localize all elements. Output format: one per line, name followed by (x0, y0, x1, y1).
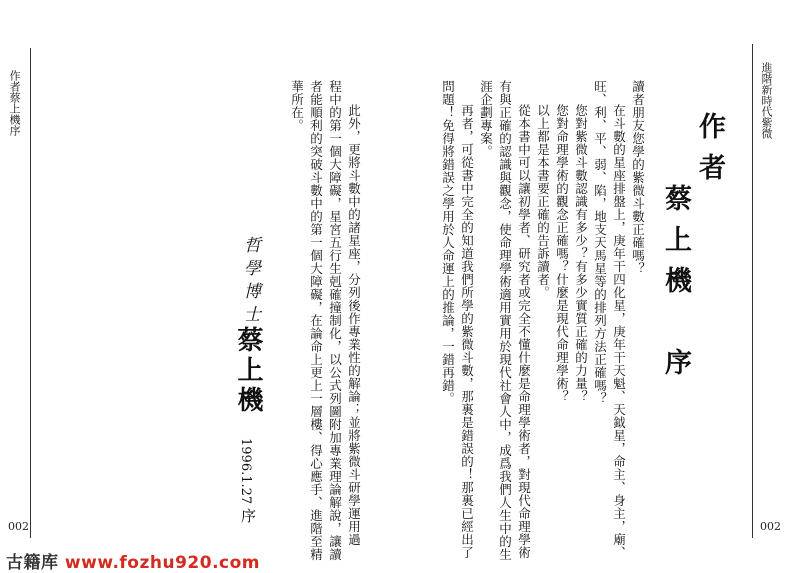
signature-suffix: 序 (239, 508, 257, 523)
body-column-10: 再者，可從書中完全的知道我們所學的紫微斗數，那裏是錯誤的！那裏已經出了 (459, 104, 475, 559)
body-column-12: 此外，更將斗數中的諸星座，分列後作專業性的解論；並將紫微斗研學運用過 (346, 104, 362, 546)
title-line-1: 作者 (694, 112, 725, 194)
site-watermark-url: www.fozhu920.com (64, 553, 260, 573)
right-running-header: 進階新時代紫微 (760, 62, 773, 139)
body-column-9: 涯企劃專案。 (478, 80, 494, 158)
body-column-8: 有與正確的認識與觀念，使命理學術適用實用於現代社會人中，成爲我們人生中的生 (497, 80, 513, 561)
left-margin-rule (30, 48, 31, 538)
body-column-11: 問題！免得將錯誤之學用於人命運上的推論，一錯再錯。 (440, 80, 456, 405)
body-column-1: 讀者朋友您學的紫微斗數正確嗎？ (630, 80, 646, 275)
body-column-15: 華所在。 (289, 80, 305, 132)
body-column-2: 在斗數的星座排盤上，庚年干四化星，庚年干天魁、天鉞星，命主、身主，廟、 (611, 104, 627, 559)
body-column-6: 以上都是本書要正確的告訴讀者。 (535, 104, 551, 299)
site-watermark-label: 古籍库 (6, 553, 59, 573)
body-column-3: 旺、利、平、弱、陷，地支天馬星等的排列方法正確嗎？ (592, 80, 608, 405)
left-running-header: 作者蔡上機序 (8, 70, 21, 136)
page-number-right: 002 (760, 520, 781, 533)
signature-title: 哲學博士 (240, 236, 260, 328)
body-column-13: 程中的第一個大障礙，星宮五行生剋確撞制化，以公式列圖附加專業理論解說，讓讀 (327, 80, 343, 561)
body-column-14: 者能順利的突破斗數中的第一個大障礙，在論命上更上一層樓、得心應手、進階至精 (308, 80, 324, 561)
signature-date: 1996.1.27 (238, 438, 253, 505)
right-margin-rule (752, 44, 753, 538)
body-column-4: 您對紫微斗數認識有多少？有多少實質正確的力量？ (573, 104, 589, 403)
title-line-2: 蔡上機 序 (660, 184, 691, 389)
page-number-left: 002 (8, 520, 29, 533)
body-column-7: 從本書中可以讓初學者、研究者或完全不懂什麼是命理學術者，對現代命理學術 (516, 104, 532, 559)
site-watermark (6, 548, 260, 573)
signature-name: 蔡上機 (233, 326, 263, 416)
body-column-5: 您對命理學術的觀念正確嗎？什麼是現代命理學術？ (554, 104, 570, 403)
